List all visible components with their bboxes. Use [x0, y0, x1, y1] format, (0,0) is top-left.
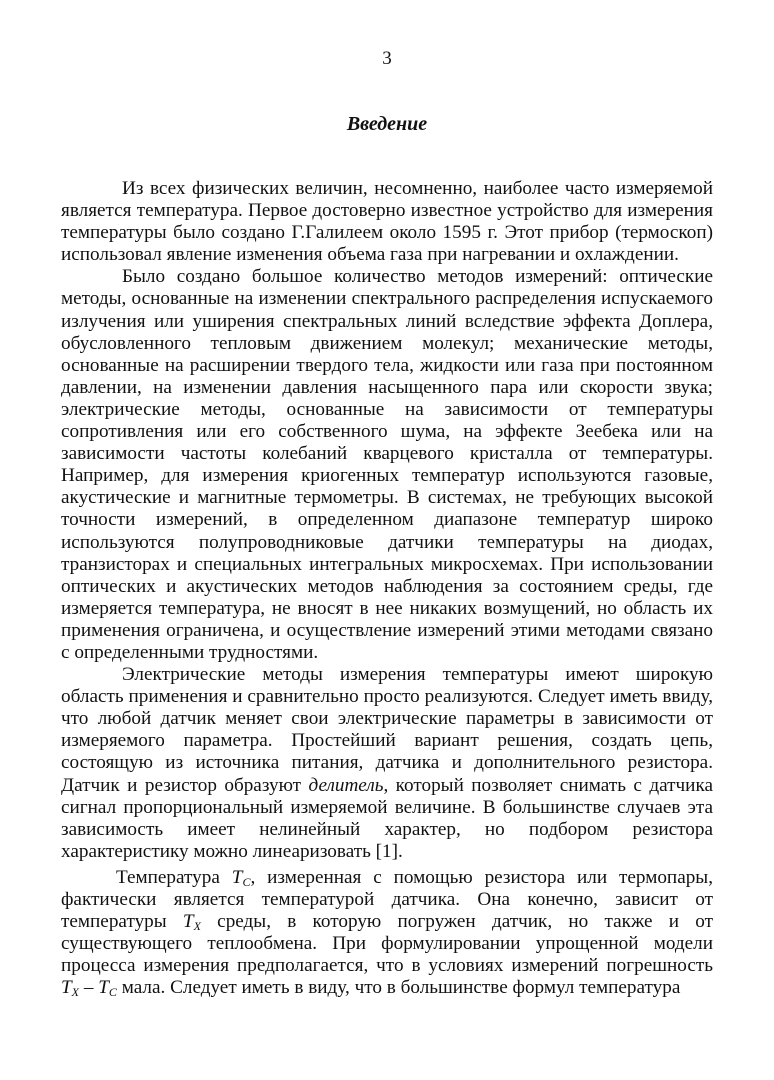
emphasized-term: делитель	[308, 774, 384, 796]
paragraph-3-text-b: , который позволяет снимать с датчика сигнал пропорциональный измеряемой величине. В большинстве случаев эта зависимость имеет нелинейный характер, но подбором резистора характеристику можно линеаризовать [1].	[61, 774, 713, 862]
section-heading: Введение	[346, 113, 428, 135]
symbol-tc: $T_C$	[231, 866, 251, 889]
symbol-tx-2: $T_X$	[61, 977, 80, 1000]
minus-sign: –	[79, 977, 99, 999]
paragraph-1: Из всех физических величин, несомненно, наиболее часто измеряемой является температура. Первое достоверно известное устройство для измерения температуры было создано Г.Галилеем около 1595 г. Этот прибор (термоскоп) использовал явление изменения объема газа при нагревании и охлаждении.	[61, 178, 713, 266]
paragraph-4-text-1: Температура	[116, 866, 232, 888]
body-text	[61, 178, 713, 999]
paragraph-2: Было создано большое количество методов измерений: оптические методы, основанные на изменении спектрального распределения испускаемого излучения или уширения спектральных линий вследствие эффекта Доплера, обусловленного тепловым движением молекул; механические методы, основанные на расширении твердого тела, жидкости или газа при постоянном давлении, на изменении давления насыщенного пара или скорости звука; электрические методы, основанные на зависимости от температуры сопротивления или его собственного шума, на эффекте Зеебека или на зависимости частоты колебаний кварцевого кристалла от температуры. Например, для измерения криогенных температур используются газовые, акустические и магнитные термометры. В системах, не требующих высокой точности измерений, в определенном диапазоне температур широко используются полупроводниковые датчики температуры на диодах, транзисторах и специальных интегральных микросхемах. При использовании оптических и акустических методов наблюдения за состоянием среды, где измеряется температура, не вносят в нее никаких возмущений, но область их применения ограничена, и осуществление измерений этими методами связано с определенными трудностями.	[61, 266, 713, 663]
page-number: 3	[382, 48, 392, 69]
symbol-tc-2: $T_C$	[98, 977, 117, 1000]
paragraph-4-text-5: мала. Следует иметь в виду, что в большинстве формул температура	[116, 977, 681, 999]
paragraph-3	[61, 664, 713, 863]
symbol-tx: $T_X$	[182, 911, 201, 934]
paragraph-4-text-2: , измеренная с помощью резистора или термопары, фактически является температурой датчика. Она конечно, зависит от температуры	[61, 866, 713, 933]
paragraph-3-text-a: Электрические методы измерения температуры имеют широкую область применения и сравнительно просто реализуются. Следует иметь ввиду, что любой датчик меняет свои электрические параметры в зависимости от измеряемого параметра. Простейший вариант решения, создать цепь, состоящую из источника питания, датчика и дополнительного резистора. Датчик и резистор образуют	[61, 664, 713, 796]
paragraph-4-text-3: среды, в которую погружен датчик, но также и от существующего теплообмена. При формулировании упрощенной модели процесса измерения предполагается, что в условиях измерений погрешность	[61, 911, 713, 977]
paragraph-4	[61, 867, 713, 1000]
